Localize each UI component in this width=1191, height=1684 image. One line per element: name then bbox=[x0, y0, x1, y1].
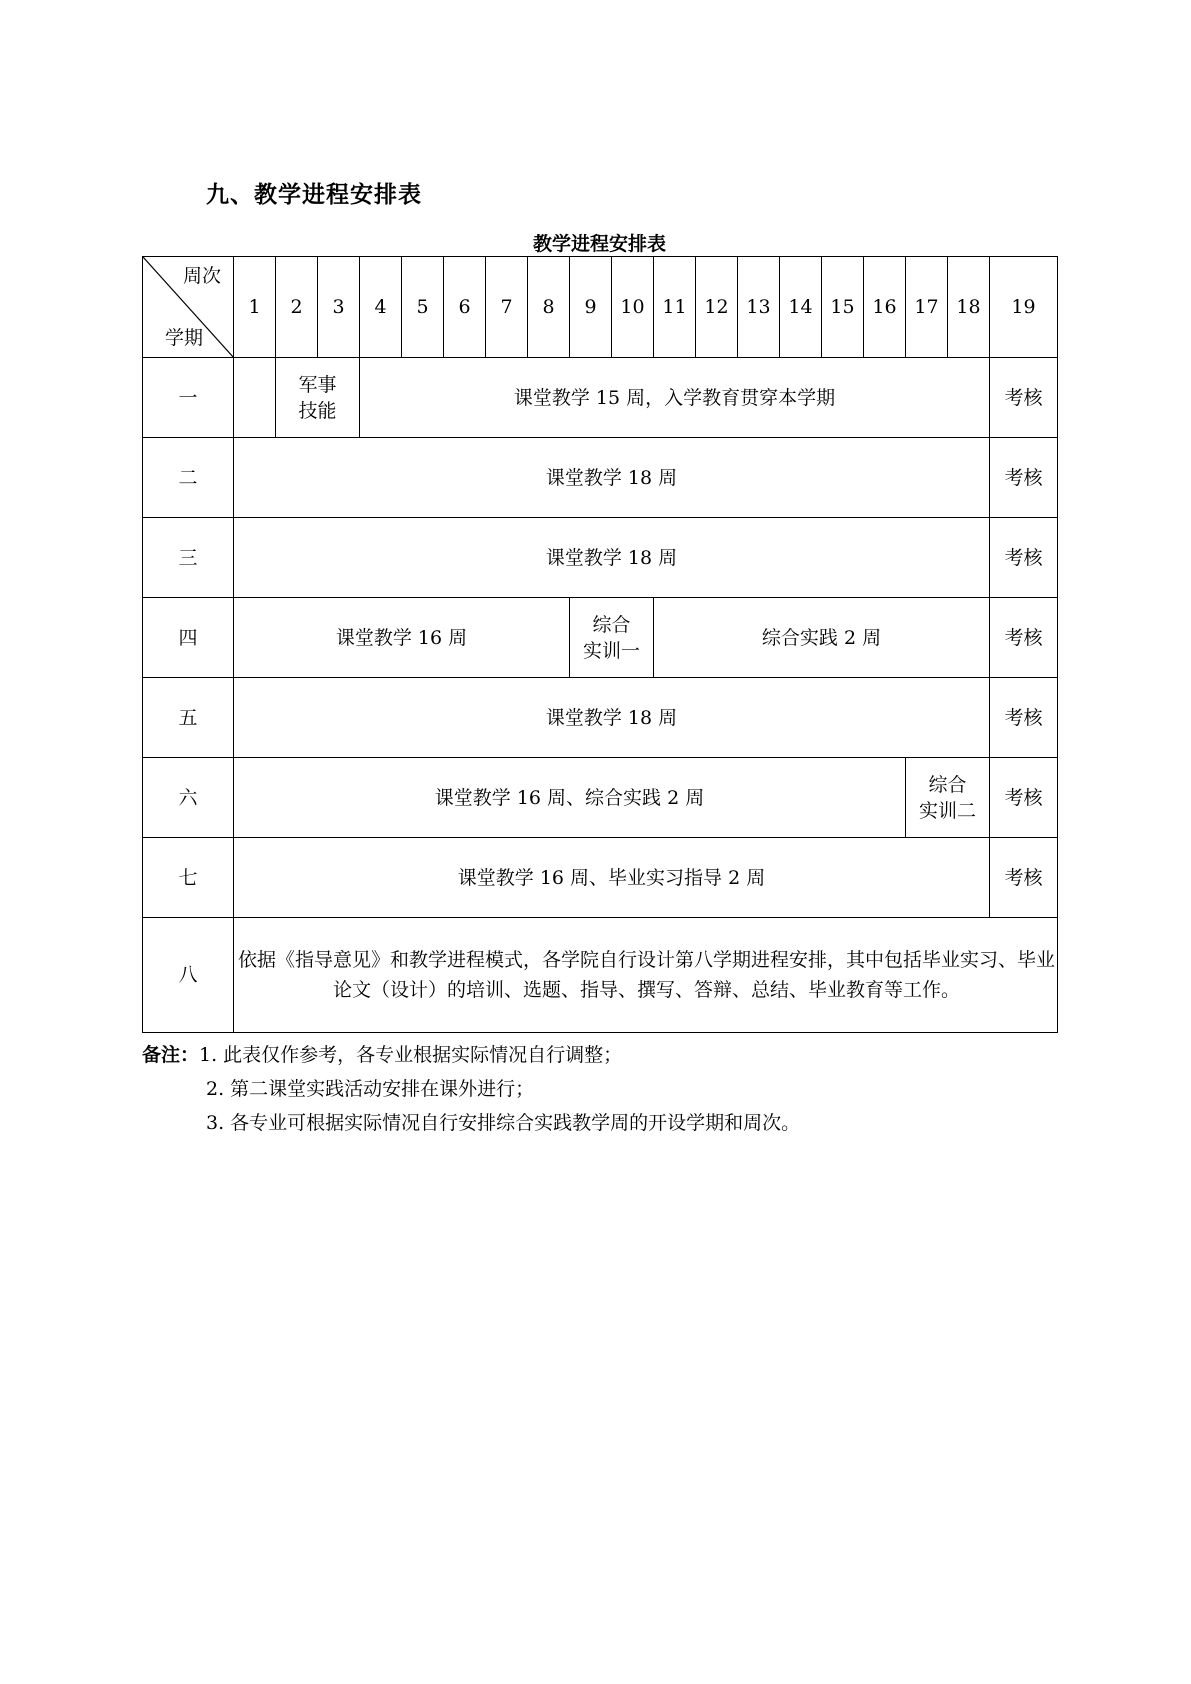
week-header: 10 bbox=[612, 257, 654, 358]
term-label: 六 bbox=[143, 758, 234, 838]
week-header: 16 bbox=[864, 257, 906, 358]
notes-label: 备注： bbox=[142, 1044, 200, 1066]
classroom-teaching-cell: 课堂教学 15 周，入学教育贯穿本学期 bbox=[360, 358, 990, 438]
term-row bbox=[143, 598, 1058, 678]
training-label-line: 实训一 bbox=[582, 639, 640, 662]
week-header: 18 bbox=[948, 257, 990, 358]
week-header: 11 bbox=[654, 257, 696, 358]
week-header: 2 bbox=[276, 257, 318, 358]
term-label: 二 bbox=[143, 438, 234, 518]
section-heading: 九、教学进程安排表 bbox=[206, 182, 422, 208]
week-header: 4 bbox=[360, 257, 402, 358]
table-caption: 教学进程安排表 bbox=[532, 233, 666, 255]
exam-cell: 考核 bbox=[990, 598, 1058, 678]
week-header: 5 bbox=[402, 257, 444, 358]
term-label: 四 bbox=[143, 598, 234, 678]
schedule-table bbox=[142, 256, 1058, 1033]
exam-cell: 考核 bbox=[990, 438, 1058, 518]
week-header: 8 bbox=[528, 257, 570, 358]
note-item: 3. 各专业可根据实际情况自行安排综合实践教学周的开设学期和周次。 bbox=[206, 1112, 801, 1134]
week-header: 6 bbox=[444, 257, 486, 358]
week-header: 1 bbox=[234, 257, 276, 358]
comprehensive-training-cell bbox=[570, 598, 654, 678]
term-label: 三 bbox=[143, 518, 234, 598]
comprehensive-practice-cell: 综合实践 2 周 bbox=[654, 598, 990, 678]
training-label-line: 实训二 bbox=[918, 799, 976, 822]
week-header: 17 bbox=[906, 257, 948, 358]
military-label-line: 技能 bbox=[298, 399, 337, 422]
note-item: 1. 此表仅作参考，各专业根据实际情况自行调整； bbox=[199, 1044, 623, 1066]
classroom-teaching-cell: 课堂教学 18 周 bbox=[234, 438, 990, 518]
week-header: 15 bbox=[822, 257, 864, 358]
classroom-teaching-cell: 课堂教学 18 周 bbox=[234, 678, 990, 758]
exam-cell: 考核 bbox=[990, 678, 1058, 758]
classroom-teaching-cell: 课堂教学 16 周、毕业实习指导 2 周 bbox=[234, 838, 990, 918]
classroom-teaching-cell: 课堂教学 16 周、综合实践 2 周 bbox=[234, 758, 906, 838]
term-eight-description: 依据《指导意见》和教学进程模式，各学院自行设计第八学期进程安排，其中包括毕业实习、毕业论文（设计）的培训、选题、指导、撰写、答辩、总结、毕业教育等工作。 bbox=[234, 918, 1058, 1033]
term-row bbox=[143, 918, 1058, 1033]
training-label-line: 综合 bbox=[928, 773, 967, 796]
term-label: 八 bbox=[143, 918, 234, 1033]
header-row bbox=[143, 257, 1058, 358]
exam-cell: 考核 bbox=[990, 758, 1058, 838]
term-row bbox=[143, 758, 1058, 838]
term-row bbox=[143, 678, 1058, 758]
term-label: 七 bbox=[143, 838, 234, 918]
term-row bbox=[143, 358, 1058, 438]
military-label-line: 军事 bbox=[298, 373, 337, 396]
week-header: 14 bbox=[780, 257, 822, 358]
term-row bbox=[143, 838, 1058, 918]
empty-week-cell bbox=[234, 358, 276, 438]
military-training-cell bbox=[276, 358, 360, 438]
exam-cell: 考核 bbox=[990, 358, 1058, 438]
term-row bbox=[143, 438, 1058, 518]
week-header: 19 bbox=[990, 257, 1058, 358]
classroom-teaching-cell: 课堂教学 18 周 bbox=[234, 518, 990, 598]
classroom-teaching-cell: 课堂教学 16 周 bbox=[234, 598, 570, 678]
week-header: 13 bbox=[738, 257, 780, 358]
week-header: 12 bbox=[696, 257, 738, 358]
note-item: 2. 第二课堂实践活动安排在课外进行； bbox=[206, 1078, 535, 1100]
week-axis-label: 周次 bbox=[182, 265, 221, 287]
notes-section bbox=[142, 1038, 800, 1140]
comprehensive-training-cell bbox=[906, 758, 990, 838]
note-line bbox=[142, 1038, 800, 1072]
training-label-line: 综合 bbox=[592, 613, 631, 636]
exam-cell: 考核 bbox=[990, 518, 1058, 598]
exam-cell: 考核 bbox=[990, 838, 1058, 918]
term-label: 一 bbox=[143, 358, 234, 438]
week-header: 3 bbox=[318, 257, 360, 358]
week-header: 7 bbox=[486, 257, 528, 358]
week-header: 9 bbox=[570, 257, 612, 358]
term-axis-label: 学期 bbox=[165, 327, 204, 349]
corner-header-cell bbox=[143, 257, 234, 358]
term-row bbox=[143, 518, 1058, 598]
term-label: 五 bbox=[143, 678, 234, 758]
